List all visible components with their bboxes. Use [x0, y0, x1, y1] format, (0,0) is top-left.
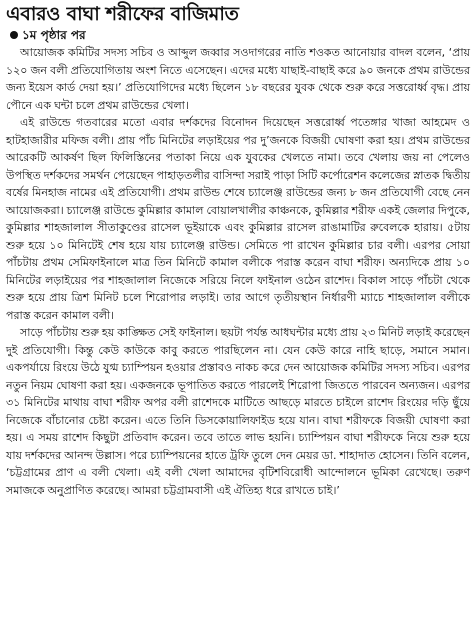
bullet-icon: [10, 31, 18, 39]
article-paragraph: আয়োজক কমিটির সদস্য সচিব ও আব্দুল জব্বার সওদাগরের নাতি শওকত আনোয়ার বাদল বলেন, ‘প্রায় ১২০ জন বলী প্রতিযোগিতায় অংশ নিতে এসেছেন। এদের মধ্যে যাছাই-বাছাই করে ৯০ জনকে প্রথম রাউন্ডের জন্য ইয়েস কার্ড দেয়া হয়।’ প্রতিযোগিদের মধ্যে ছিলেন ১৮ বছরের যুবক থেকে শুরু করে সত্তরোর্ধ্ব বৃদ্ধ। প্রায় পৌনে এক ঘন্টা চলে প্রথম রাউন্ডের খেলা।: [6, 46, 470, 112]
article-paragraph: সাড়ে পাঁচটায় শুরু হয় কাঙ্ক্ষিত সেই ফাইনাল। ছয়টা পর্যন্ত আধঘন্টার মধ্যে প্রায় ২৩ মিনিট লড়াই করেছেন দুই প্রতিযোগী। কিন্তু কেউ কাউকে কাবু করতে পারছিলেন না। যেন কেউ কারে নাহি ছাড়ে, সমানে সমান। একপর্যায়ে রিংয়ে উঠে যুগ্ম চ্যাম্পিয়ন হওয়ার প্রস্তাবও নাকচ করে দেন আয়োজক কমিটির সদস্য সচিব। এরপর নতুন নিয়ম ঘোষণা করা হয়। একজনকে ভূপাতিত করতে পারলেই শিরোপা জিততে পারবেন অন্যজন। এরপর ৩১ মিনিটের মাথায় বাঘা শরীফ অপর বলী রাশেদকে মাটিতে আছড়ে মারতে চাইলে রাশেদ রিংয়ের দড়ি ছুঁয়ে নিজেকে বাঁচানোর চেষ্টা করেন। এতে তিনি ডিসকোয়ালিফাইড হয়ে যান। বাঘা শরীফকে বিজয়ী ঘোষণা করা হয়। এ সময় রাশেদ কিছুটা প্রতিবাদ করেন। তবে তাতে লাভ হয়নি। চ্যাম্পিয়ন বাঘা শরীফকে নিয়ে শুরু হয়ে যায় দর্শকদের আনন্দ উল্লাস। পরে চ্যাম্পিয়নের হাতে ট্রফি তুলে দেন মেয়র ডা. শাহাদাত হোসেন। তিনি বলেন, ‘চট্টগ্রামের প্রাণ এ বলী খেলা। এই বলী খেলা আমাদের বৃটিশবিরোধী আন্দোলনে ভূমিকা রেখেছে। তরুণ সমাজকে অনুপ্রাণিত করেছে। আমরা চট্টগ্রামবাসী এই ঐতিহ্য ধরে রাখতে চাই।’: [6, 326, 470, 497]
article-headline: এবারও বাঘা শরীফের বাজিমাত: [6, 3, 239, 25]
continued-from-line: [10, 27, 470, 43]
article-body: [6, 44, 470, 499]
continued-from-label: ১ম পৃষ্ঠার পর: [22, 28, 86, 42]
article-paragraph: এই রাউন্ডে গতবারের মতো এবার দর্শকদের বিনোদন দিয়েছেন সত্তরোর্ধ্ব পতেঙ্গার খাজা আহমেদ ও হাটহাজারীর মফিজ বলী। প্রায় পাঁচ মিনিটের লড়াইয়ের পর দু’জনকে বিজয়ী ঘোষণা করা হয়। প্রথম রাউন্ডের আরেকটি আকর্ষণ ছিল ফিলিস্তিনের পতাকা নিয়ে এক যুবকের খেলতে নামা। তবে খেলায় জয় না পেলেও উপস্থিত দর্শকদের সমর্থন পেয়েছেন পাহাড়তলীর বাসিন্দা সরাই পাড়া সিটি কর্পোরেশন কলেজের স্নাতক দ্বিতীয় বর্ষের মিনহাজ নামের এই প্রতিযোগী। প্রথম রাউন্ড শেষে চ্যালেঞ্জ রাউন্ডের জন্য ৮ জন প্রতিযোগী বেছে নেন আয়োজকরা। চ্যালেঞ্জ রাউন্ডে কুমিল্লার কামাল বোয়ালখালীর কাঞ্চনকে, কুমিল্লার শরীফ একই জেলার দিপুকে, কুমিল্লার শাহজালাল সীতাকুণ্ডের রাসেল ভূইয়াকে এবং কুমিল্লার রাসেল রাঙামাটির রুবেলকে হারায়। ৫টায় শুরু হয়ে ১০ মিনিটেই শেষ হয়ে যায় চ্যালেঞ্জ রাউন্ড। সেমিতে পা রাখেন কুমিল্লার চার বলী। এরপর সোয়া পাঁচটায় প্রথম সেমিফাইনালে মাত্র তিন মিনিটে কামাল বলীকে পরাস্ত করেন বাঘা শরীফ। অন্যদিকে প্রায় ১০ মিনিটের লড়াইয়ের পর শাহজালাল নিজেকে সরিয়ে নিলে ফাইনাল ওঠেন রাশেদ। বিকাল সাড়ে পাঁচটা থেকে শুরু হয়ে প্রায় ত্রিশ মিনিট চলে শিরোপার লড়াই। তার আগে তৃতীয়স্থান নির্ধারণী ম্যাচে শাহজালাল বলীকে পরাস্ত করেন কামাল বলী।: [6, 116, 470, 322]
